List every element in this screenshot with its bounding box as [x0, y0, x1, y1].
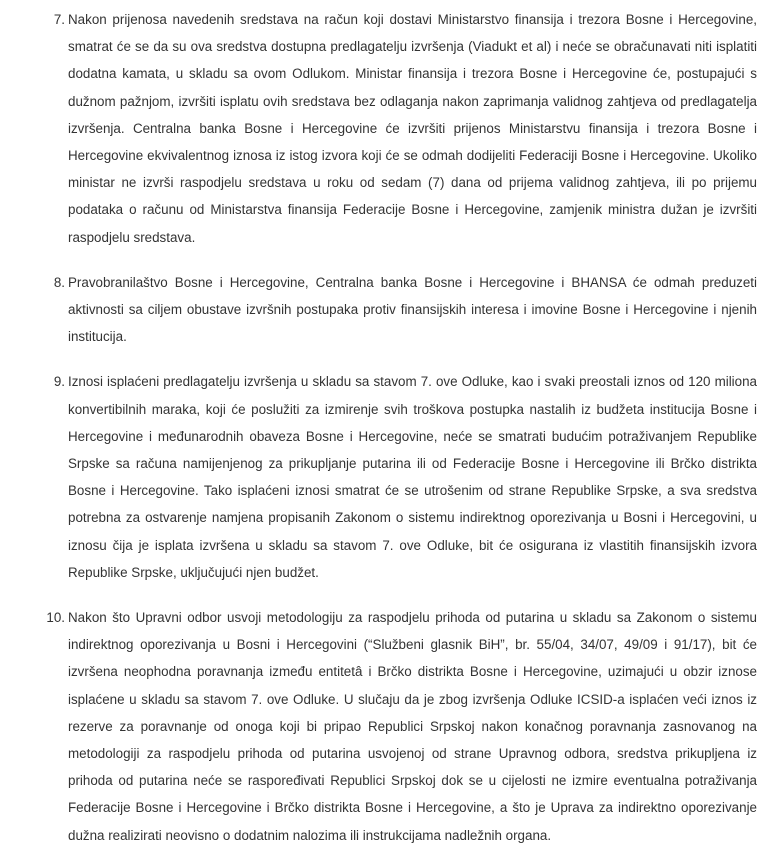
clause-number: 8. [53, 274, 65, 290]
clause-number: 9. [53, 374, 65, 390]
clause-9 [0, 368, 781, 586]
clause-10 [0, 604, 781, 849]
clause-list [0, 6, 781, 849]
clause-number: 7. [53, 12, 65, 27]
clause-text: Nakon prijenosa navedenih sredstava na račun koji dostavi Ministarstvo finansija i trezora Bosne i Hercegovine, smatrat će se da su ova sredstva dostupna predlagatelju izvršenja (Viadukt et al) i neće se obračunavati niti isplatiti dodatna kamata, u skladu sa ovom Odlukom. Ministar finansija i trezora Bosne i Hercegovine će, postupajući s dužnom pažnjom, izvršiti isplatu ovih sredstava bez odlaganja nakon zaprimanja validnog zahtjeva od predlagatelja izvršenja. Centralna banka Bosne i Hercegovine će izvršiti prijenos Ministarstvu finansija i trezora Bosne i Hercegovine ekvivalentnog iznosa iz istog izvora koji će se odmah dodijeliti Federaciji Bosne i Hercegovine. Ukoliko ministar ne izvrši raspodjelu sredstava u roku od sedam (7) dana od prijema validnog zahtjeva, ili po prijemu podataka o računu od Ministarstva finansija Federacije Bosne i Hercegovine, zamjenik ministra dužan je izvršiti raspodjelu sredstava. [68, 12, 757, 245]
clause-8 [0, 269, 781, 351]
clause-text: Iznosi isplaćeni predlagatelju izvršenja u skladu sa stavom 7. ove Odluke, kao i svaki preostali iznos od 120 miliona konvertibilnih maraka, koji će poslužiti za izmirenje svih troškova postupka nastalih iz budžeta institucija Bosne i Hercegovine i međunarodnih obaveza Bosne i Hercegovine, neće se smatrati budućim potraživanjem Republike Srpske sa računa namijenjenog za prikupljanje putarina ili od Federacije Bosne i Hercegovine ili Brčko distrikta Bosne i Hercegovine. Tako isplaćeni iznosi smatrat će se utrošenim od strane Republike Srpske, a sva sredstva potrebna za ostvarenje namjena propisanih Zakonom o sistemu indirektnog oporezivanja u Bosni i Hercegovini, u iznosu čija je isplata izvršena u skladu sa stavom 7. ove Odluke, bit će osigurana iz vlastitih finansijskih izvora Republike Srpske, uključujući njen budžet. [68, 374, 757, 580]
clause-text: Pravobranilaštvo Bosne i Hercegovine, Centralna banka Bosne i Hercegovine i BHANSA će odmah preduzeti aktivnosti sa ciljem obustave izvršnih postupaka protiv finansijskih interesa i imovine Bosne i Hercegovine i njenih institucija. [68, 274, 757, 345]
clause-number: 10. [46, 610, 65, 626]
clause-text: Nakon što Upravni odbor usvoji metodologiju za raspodjelu prihoda od putarina u skladu sa Zakonom o sistemu indirektnog oporezivanja u Bosni i Hercegovini (“Službeni glasnik BiH”, br. 55/04, 34/07, 49/09 i 91/17), bit će izvršena neophodna poravnanja između entitetâ i Brčko distrikta Bosne i Hercegovine, uzimajući u obzir iznose isplaćene u skladu sa stavom 7. ove Odluke. U slučaju da je zbog izvršenja Odluke ICSID-a isplaćen veći iznos iz rezerve za poravnanje od onoga koji bi pripao Republici Srpskoj nakon konačnog poravnanja zasnovanog na metodologiji za raspodjelu prihoda od putarina usvojenoj od strane Upravnog odbora, sredstva prikupljena iz prihoda od putarina neće se raspoređivati Republici Srpskoj dok se u cijelosti ne izmire eventualna potraživanja Federacije Bosne i Hercegovine i Brčko distrikta Bosne i Hercegovine, a što je Uprava za indirektno oporezivanje dužna realizirati neovisno o dodatnim nalozima ili instrukcijama nadležnih organa. [68, 610, 757, 843]
clause-7 [0, 6, 781, 251]
